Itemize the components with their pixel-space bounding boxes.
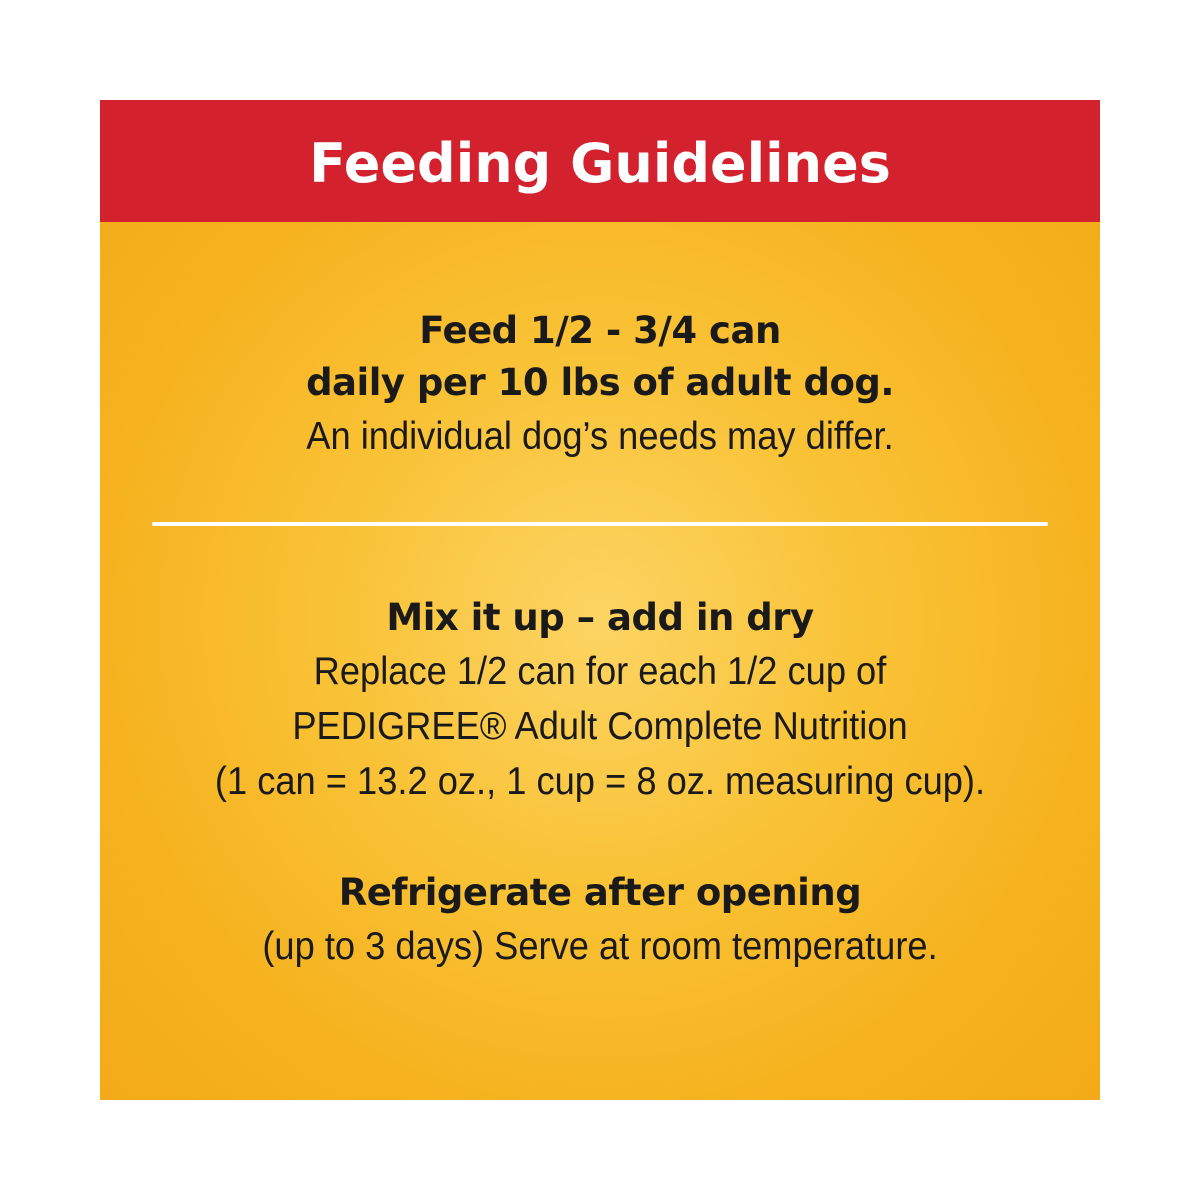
refrigerate-note: (up to 3 days) Serve at room temperature. xyxy=(262,925,938,968)
feeding-amount-heading: Feed 1/2 - 3/4 can xyxy=(419,309,781,352)
mix-line-2: PEDIGREE® Adult Complete Nutrition xyxy=(292,705,908,748)
page-title: Feeding Guidelines xyxy=(309,132,891,195)
refrigerate-section xyxy=(100,867,1100,974)
feeding-guidelines-panel xyxy=(100,100,1100,1100)
mix-line-1: Replace 1/2 can for each 1/2 cup of xyxy=(313,650,887,693)
feeding-amount-section xyxy=(100,305,1100,464)
mix-section xyxy=(100,592,1100,809)
feeding-amount-subheading: daily per 10 lbs of adult dog. xyxy=(306,361,894,404)
section-divider xyxy=(152,522,1048,526)
refrigerate-heading: Refrigerate after opening xyxy=(338,871,862,914)
feeding-amount-note: An individual dog’s needs may differ. xyxy=(306,415,894,458)
mix-heading: Mix it up – add in dry xyxy=(386,596,814,639)
mix-line-3: (1 can = 13.2 oz., 1 cup = 8 oz. measuring cup). xyxy=(214,760,986,803)
header-banner xyxy=(100,100,1100,222)
